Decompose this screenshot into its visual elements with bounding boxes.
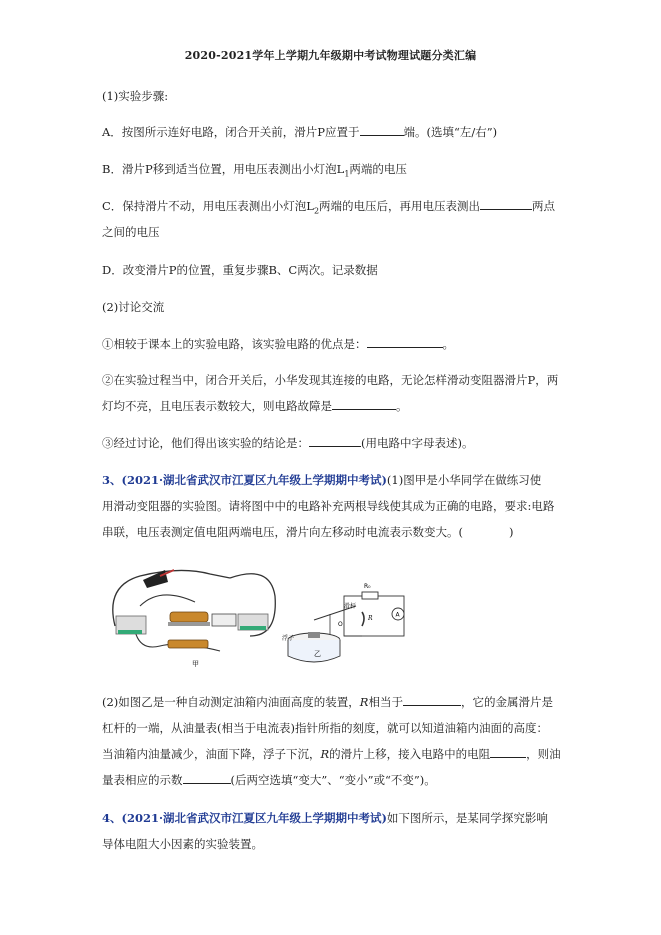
question-number: 3、: [102, 473, 122, 487]
q4-line1: [102, 810, 548, 826]
q3-line3: 串联，电压表测定值电阻两端电压，滑片向左移动时电流表示数变大。( ): [102, 525, 514, 539]
answer-blank[interactable]: [332, 398, 396, 410]
figure-label-yi: 乙: [314, 650, 321, 658]
label-lever: 滑杆: [344, 603, 357, 610]
float-icon: [308, 632, 320, 638]
circuit-diagram-svg: [100, 556, 420, 680]
p2-text: (后两空选填“变大”、“变小”或“不变”)。: [230, 773, 436, 787]
question-source: (2021·湖北省武汉市江夏区九年级上学期期中考试): [121, 473, 387, 487]
answer-blank[interactable]: [360, 124, 404, 136]
resistor-icon: [168, 640, 208, 648]
answer-blank[interactable]: [403, 694, 461, 706]
step-b-text: B．滑片P移到适当位置，用电压表测出小灯泡L: [102, 162, 345, 176]
rheostat-base: [168, 622, 210, 626]
step-c-text: C．保持滑片不动，用电压表测出小灯泡L: [102, 199, 314, 213]
p2-text: ，它的金属滑片是: [460, 695, 553, 709]
label-o: O: [338, 621, 343, 628]
question-source: (2021·湖北省武汉市江夏区九年级上学期期中考试): [121, 811, 387, 825]
steps-heading: (1)实验步骤:: [102, 89, 169, 103]
q4-line2: 导体电阻大小因素的实验装置。: [102, 837, 263, 851]
q3-p2-line3: [102, 746, 561, 762]
step-c-mid: 两端的电压后，再用电压表测出: [319, 199, 481, 213]
discuss-item-3: [102, 435, 473, 451]
figure-jia: [113, 570, 276, 668]
item-1-tail: 。: [442, 337, 454, 351]
step-d: D．改变滑片P的位置，重复步骤B、C两次。记录数据: [102, 263, 378, 277]
wire: [140, 595, 195, 606]
meter-base: [240, 626, 266, 630]
resistor-arc: [362, 612, 364, 626]
step-b: [102, 161, 407, 178]
p2-text: ，则油: [526, 747, 561, 761]
answer-blank[interactable]: [309, 435, 361, 447]
step-c-tail: 两点: [532, 199, 556, 213]
p2-text: 当油箱内油量减少，油面下降，浮子下沉，: [102, 747, 321, 761]
item-3-tail: (用电路中字母表述)。: [361, 436, 474, 450]
question-number: 4、: [102, 811, 122, 825]
answer-blank[interactable]: [367, 336, 443, 348]
item-2-text: 灯均不亮，且电压表示数较大，则电路故障是: [102, 399, 332, 413]
voltmeter-icon: [212, 614, 236, 626]
answer-blank[interactable]: [183, 772, 231, 784]
p2-text: 量表相应的示数: [102, 773, 183, 787]
step-c: [102, 198, 555, 215]
step-a: [102, 124, 497, 140]
circuit-figures: [100, 556, 420, 680]
label-r: R: [368, 615, 373, 622]
rheostat-icon: [170, 612, 208, 622]
q3-p2-line1: [102, 694, 553, 710]
q3-p2-line2: 杠杆的一端，从油量表(相当于电流表)指针所指的刻度，就可以知道油箱内油面的高度：: [102, 721, 548, 735]
answer-blank[interactable]: [480, 198, 532, 210]
r0-resistor: [362, 592, 378, 599]
step-c-line2: 之间的电压: [102, 225, 160, 239]
page-header: 2020-2021学年上学期九年级期中考试物理试题分类汇编: [184, 49, 477, 62]
p2-text: 的滑片上移，接入电路中的电阻: [329, 747, 491, 761]
item-1-text: ①相较于课本上的实验电路，该实验电路的优点是：: [102, 337, 367, 351]
figure-label-jia: 甲: [192, 660, 199, 668]
q3-line1: [102, 472, 541, 488]
item-3-text: ③经过讨论，他们得出该实验的结论是：: [102, 436, 309, 450]
label-r0: R₀: [364, 583, 371, 590]
p2-text: 相当于: [368, 695, 403, 709]
discuss-item-1: [102, 336, 454, 352]
meter-base: [118, 630, 142, 634]
symbol-r: R: [359, 695, 369, 709]
symbol-r: R: [320, 747, 330, 761]
subscript: 1: [344, 169, 350, 179]
q3-intro: (1)图甲是小华同学在做练习使: [386, 473, 542, 487]
label-float: 浮子: [282, 635, 295, 642]
discuss-item-2-line2: [102, 398, 408, 414]
q3-p2-line4: [102, 772, 436, 788]
figure-yi: [282, 583, 404, 662]
discuss-heading: (2)讨论交流: [102, 300, 165, 314]
step-a-tail: 端。(选填“左/右”): [403, 125, 498, 139]
q3-line2: 用滑动变阻器的实验图。请将图中中的电路补充两根导线使其成为正确的电路，要求:电路: [102, 499, 555, 513]
p2-text: (2)如图乙是一种自动测定油箱内油面高度的装置，: [102, 695, 360, 709]
q4-intro: 如下图所示，是某同学探究影响: [386, 811, 548, 825]
item-2-tail: 。: [396, 399, 408, 413]
label-a: A: [395, 611, 400, 619]
step-b-tail: 两端的电压: [349, 162, 407, 176]
answer-blank[interactable]: [490, 746, 526, 758]
subscript: 2: [313, 206, 320, 216]
step-a-text: A．按图所示连好电路，闭合开关前，滑片P应置于: [102, 125, 360, 139]
discuss-item-2: ②在实验过程当中，闭合开关后，小华发现其连接的电路，无论怎样滑动变阻器滑片P，两: [102, 373, 559, 387]
